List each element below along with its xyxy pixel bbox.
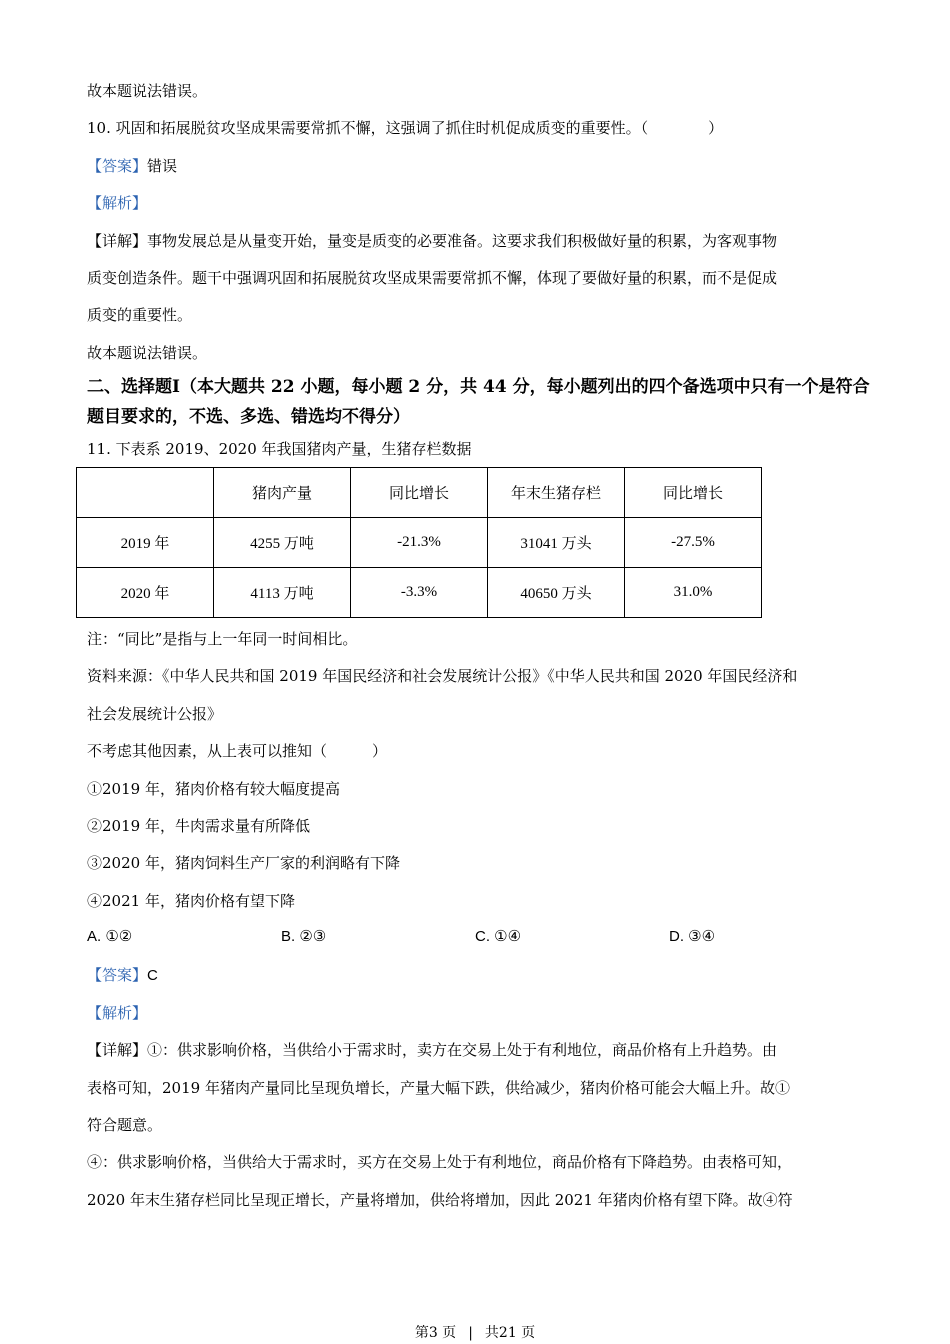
page-number: 第3 页 xyxy=(414,1325,457,1341)
table-cell: 40650 万头 xyxy=(488,568,625,618)
option-a: A. ①② xyxy=(87,928,133,945)
statement-1: ①2019 年，猪肉价格有较大幅度提高 xyxy=(87,780,340,798)
detail-tag: 【详解】 xyxy=(87,1041,148,1059)
table-cell: -3.3% xyxy=(351,568,488,618)
analysis-tag-10: 【解析】 xyxy=(87,194,148,212)
option-d: D. ③④ xyxy=(669,928,716,945)
detail-10-line-2: 质变创造条件。题干中强调巩固和拓展脱贫攻坚成果需要常抓不懈，体现了要做好量的积累，而不是促成 xyxy=(87,269,778,287)
option-b: B. ②③ xyxy=(281,928,327,945)
table-header-cell: 同比增长 xyxy=(625,468,762,518)
page-total: 共21 页 xyxy=(484,1325,536,1341)
analysis-tag-11: 【解析】 xyxy=(87,1004,148,1022)
answer-11 xyxy=(87,964,158,987)
detail-text: ①：供求影响价格，当供给小于需求时，卖方在交易上处于有利地位，商品价格有上升趋势。由 xyxy=(147,1041,778,1059)
source-line-1: 资料来源：《中华人民共和国 2019 年国民经济和社会发展统计公报》《中华人民共和国 2020 年国民经济和 xyxy=(87,667,798,685)
conclusion-10: 故本题说法错误。 xyxy=(87,344,208,362)
table-header-row xyxy=(77,468,762,518)
detail-11-line-1 xyxy=(87,1039,777,1061)
page-footer xyxy=(0,1322,950,1342)
detail-11-line-3: 符合题意。 xyxy=(87,1116,163,1134)
footer-separator: | xyxy=(468,1325,473,1341)
answer-value: C xyxy=(147,967,158,984)
source-line-2: 社会发展统计公报》 xyxy=(87,705,223,723)
table-cell: 31.0% xyxy=(625,568,762,618)
answer-tag: 【答案】 xyxy=(87,966,148,984)
detail-11-line-5: 2020 年末生猪存栏同比呈现正增长，产量将增加，供给将增加，因此 2021 年猪肉价格有望下降。故④符 xyxy=(87,1191,793,1209)
table-cell: -27.5% xyxy=(625,518,762,568)
table-header-cell: 同比增长 xyxy=(351,468,488,518)
table-cell: 2020 年 xyxy=(77,568,214,618)
answer-10 xyxy=(87,155,177,177)
section-heading: 二、选择题Ⅰ（本大题共 22 小题，每小题 2 分，共 44 分，每小题列出的四个备选项中只有一个是符合题目要求的，不选、多选、错选均不得分） xyxy=(87,377,870,427)
table-note: 注：“同比”是指与上一年同一时间相比。 xyxy=(87,630,358,648)
answer-value: 错误 xyxy=(147,157,178,175)
detail-11-line-2: 表格可知，2019 年猪肉产量同比呈现负增长，产量大幅下跌，供给减少，猪肉价格可能会大幅上升。故① xyxy=(87,1079,790,1097)
table-cell: 4255 万吨 xyxy=(214,518,351,568)
detail-10-line-3: 质变的重要性。 xyxy=(87,306,193,324)
question-stem: 不考虑其他因素，从上表可以推知（ ） xyxy=(87,742,388,760)
table-cell: 31041 万头 xyxy=(488,518,625,568)
statement-2: ②2019 年，牛肉需求量有所降低 xyxy=(87,817,310,835)
detail-10-line-1 xyxy=(87,230,777,252)
table-header-cell: 猪肉产量 xyxy=(214,468,351,518)
detail-11-line-4: ④：供求影响价格，当供给大于需求时，买方在交易上处于有利地位，商品价格有下降趋势。由表格可知， xyxy=(87,1153,793,1171)
statement-3: ③2020 年，猪肉饲料生产厂家的利润略有下降 xyxy=(87,854,400,872)
table-header-cell xyxy=(77,468,214,518)
table-cell: 4113 万吨 xyxy=(214,568,351,618)
detail-text: 事物发展总是从量变开始，量变是质变的必要准备。这要求我们积极做好量的积累，为客观事物 xyxy=(147,232,778,250)
table-row xyxy=(77,518,762,568)
statement-4: ④2021 年，猪肉价格有望下降 xyxy=(87,892,295,910)
table-cell: 2019 年 xyxy=(77,518,214,568)
table-cell: -21.3% xyxy=(351,518,488,568)
answer-options xyxy=(87,927,887,949)
detail-tag: 【详解】 xyxy=(87,232,148,250)
question-11: 11. 下表系 2019、2020 年我国猪肉产量，生猪存栏数据 xyxy=(87,440,472,458)
table-header-cell: 年末生猪存栏 xyxy=(488,468,625,518)
prev-conclusion: 故本题说法错误。 xyxy=(87,82,208,100)
question-10: 10. 巩固和拓展脱贫攻坚成果需要常抓不懈，这强调了抓住时机促成质变的重要性。（ ） xyxy=(87,119,724,137)
pork-data-table xyxy=(76,467,762,618)
option-c: C. ①④ xyxy=(475,928,522,945)
table-row xyxy=(77,568,762,618)
answer-tag: 【答案】 xyxy=(87,157,148,175)
